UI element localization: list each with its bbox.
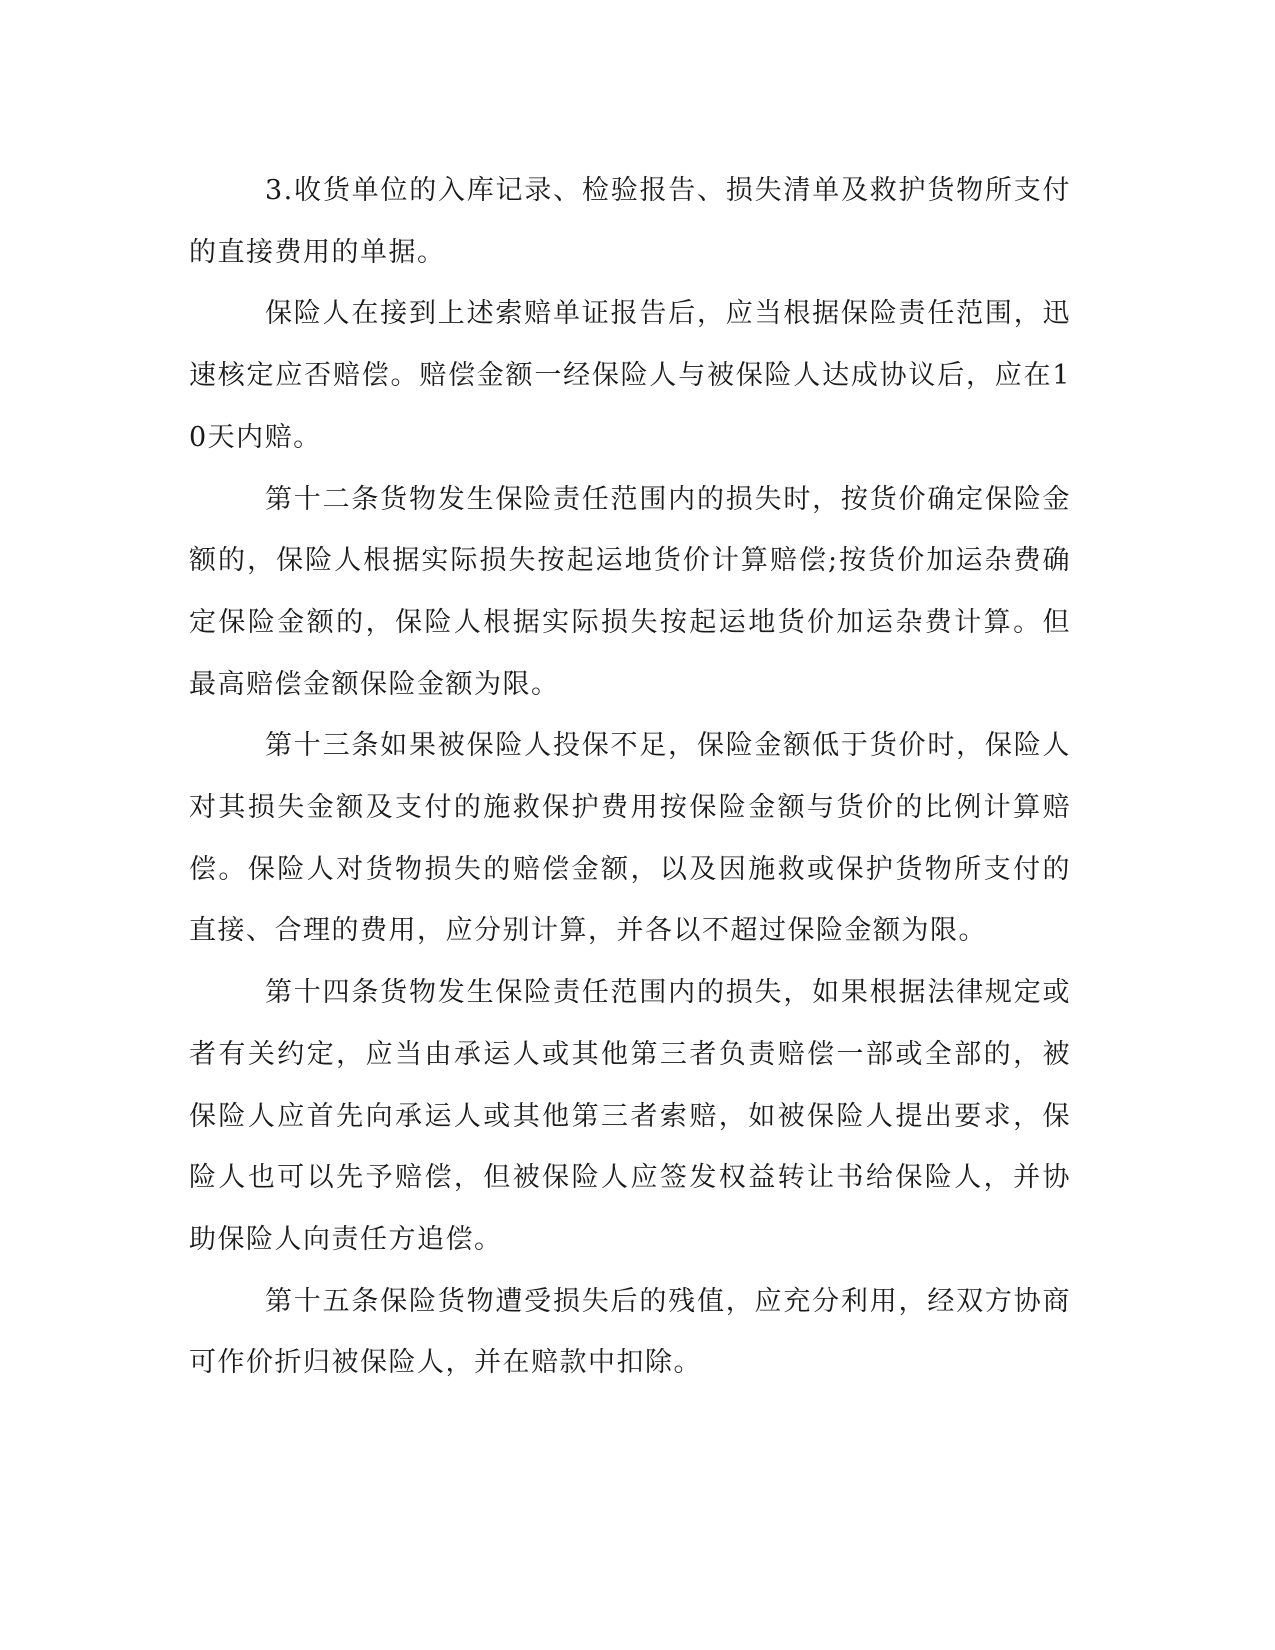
paragraph-claim-verification: 保险人在接到上述索赔单证报告后，应当根据保险责任范围，迅速核定应否赔偿。赔偿金额一经保险人与被保险人达成协议后，应在10天内赔。 — [189, 298, 1071, 453]
paragraph-article-13: 第十三条如果被保险人投保不足，保险金额低于货价时，保险人对其损失金额及支付的施救保护费用按保险金额与货价的比例计算赔偿。保险人对货物损失的赔偿金额，以及因施救或保护货物所支付的直接、合理的费用，应分别计算，并各以不超过保险金额为限。 — [189, 730, 1071, 947]
paragraph-item-3-documents: 3.收货单位的入库记录、检验报告、损失清单及救护货物所支付的直接费用的单据。 — [189, 175, 1071, 268]
paragraph-article-14: 第十四条货物发生保险责任范围内的损失，如果根据法律规定或者有关约定，应当由承运人或其他第三者负责赔偿一部或全部的，被保险人应首先向承运人或其他第三者索赔，如被保险人提出要求，保险人也可以先予赔偿，但被保险人应签发权益转让书给保险人，并协助保险人向责任方追偿。 — [189, 977, 1071, 1255]
paragraph-article-12: 第十二条货物发生保险责任范围内的损失时，按货价确定保险金额的，保险人根据实际损失按起运地货价计算赔偿;按货价加运杂费确定保险金额的，保险人根据实际损失按起运地货价加运杂费计算。但最高赔偿金额保险金额为限。 — [189, 483, 1071, 700]
paragraph-article-15: 第十五条保险货物遭受损失后的残值，应充分利用，经双方协商可作价折归被保险人，并在赔款中扣除。 — [189, 1285, 1071, 1379]
document-body — [189, 160, 1071, 1394]
